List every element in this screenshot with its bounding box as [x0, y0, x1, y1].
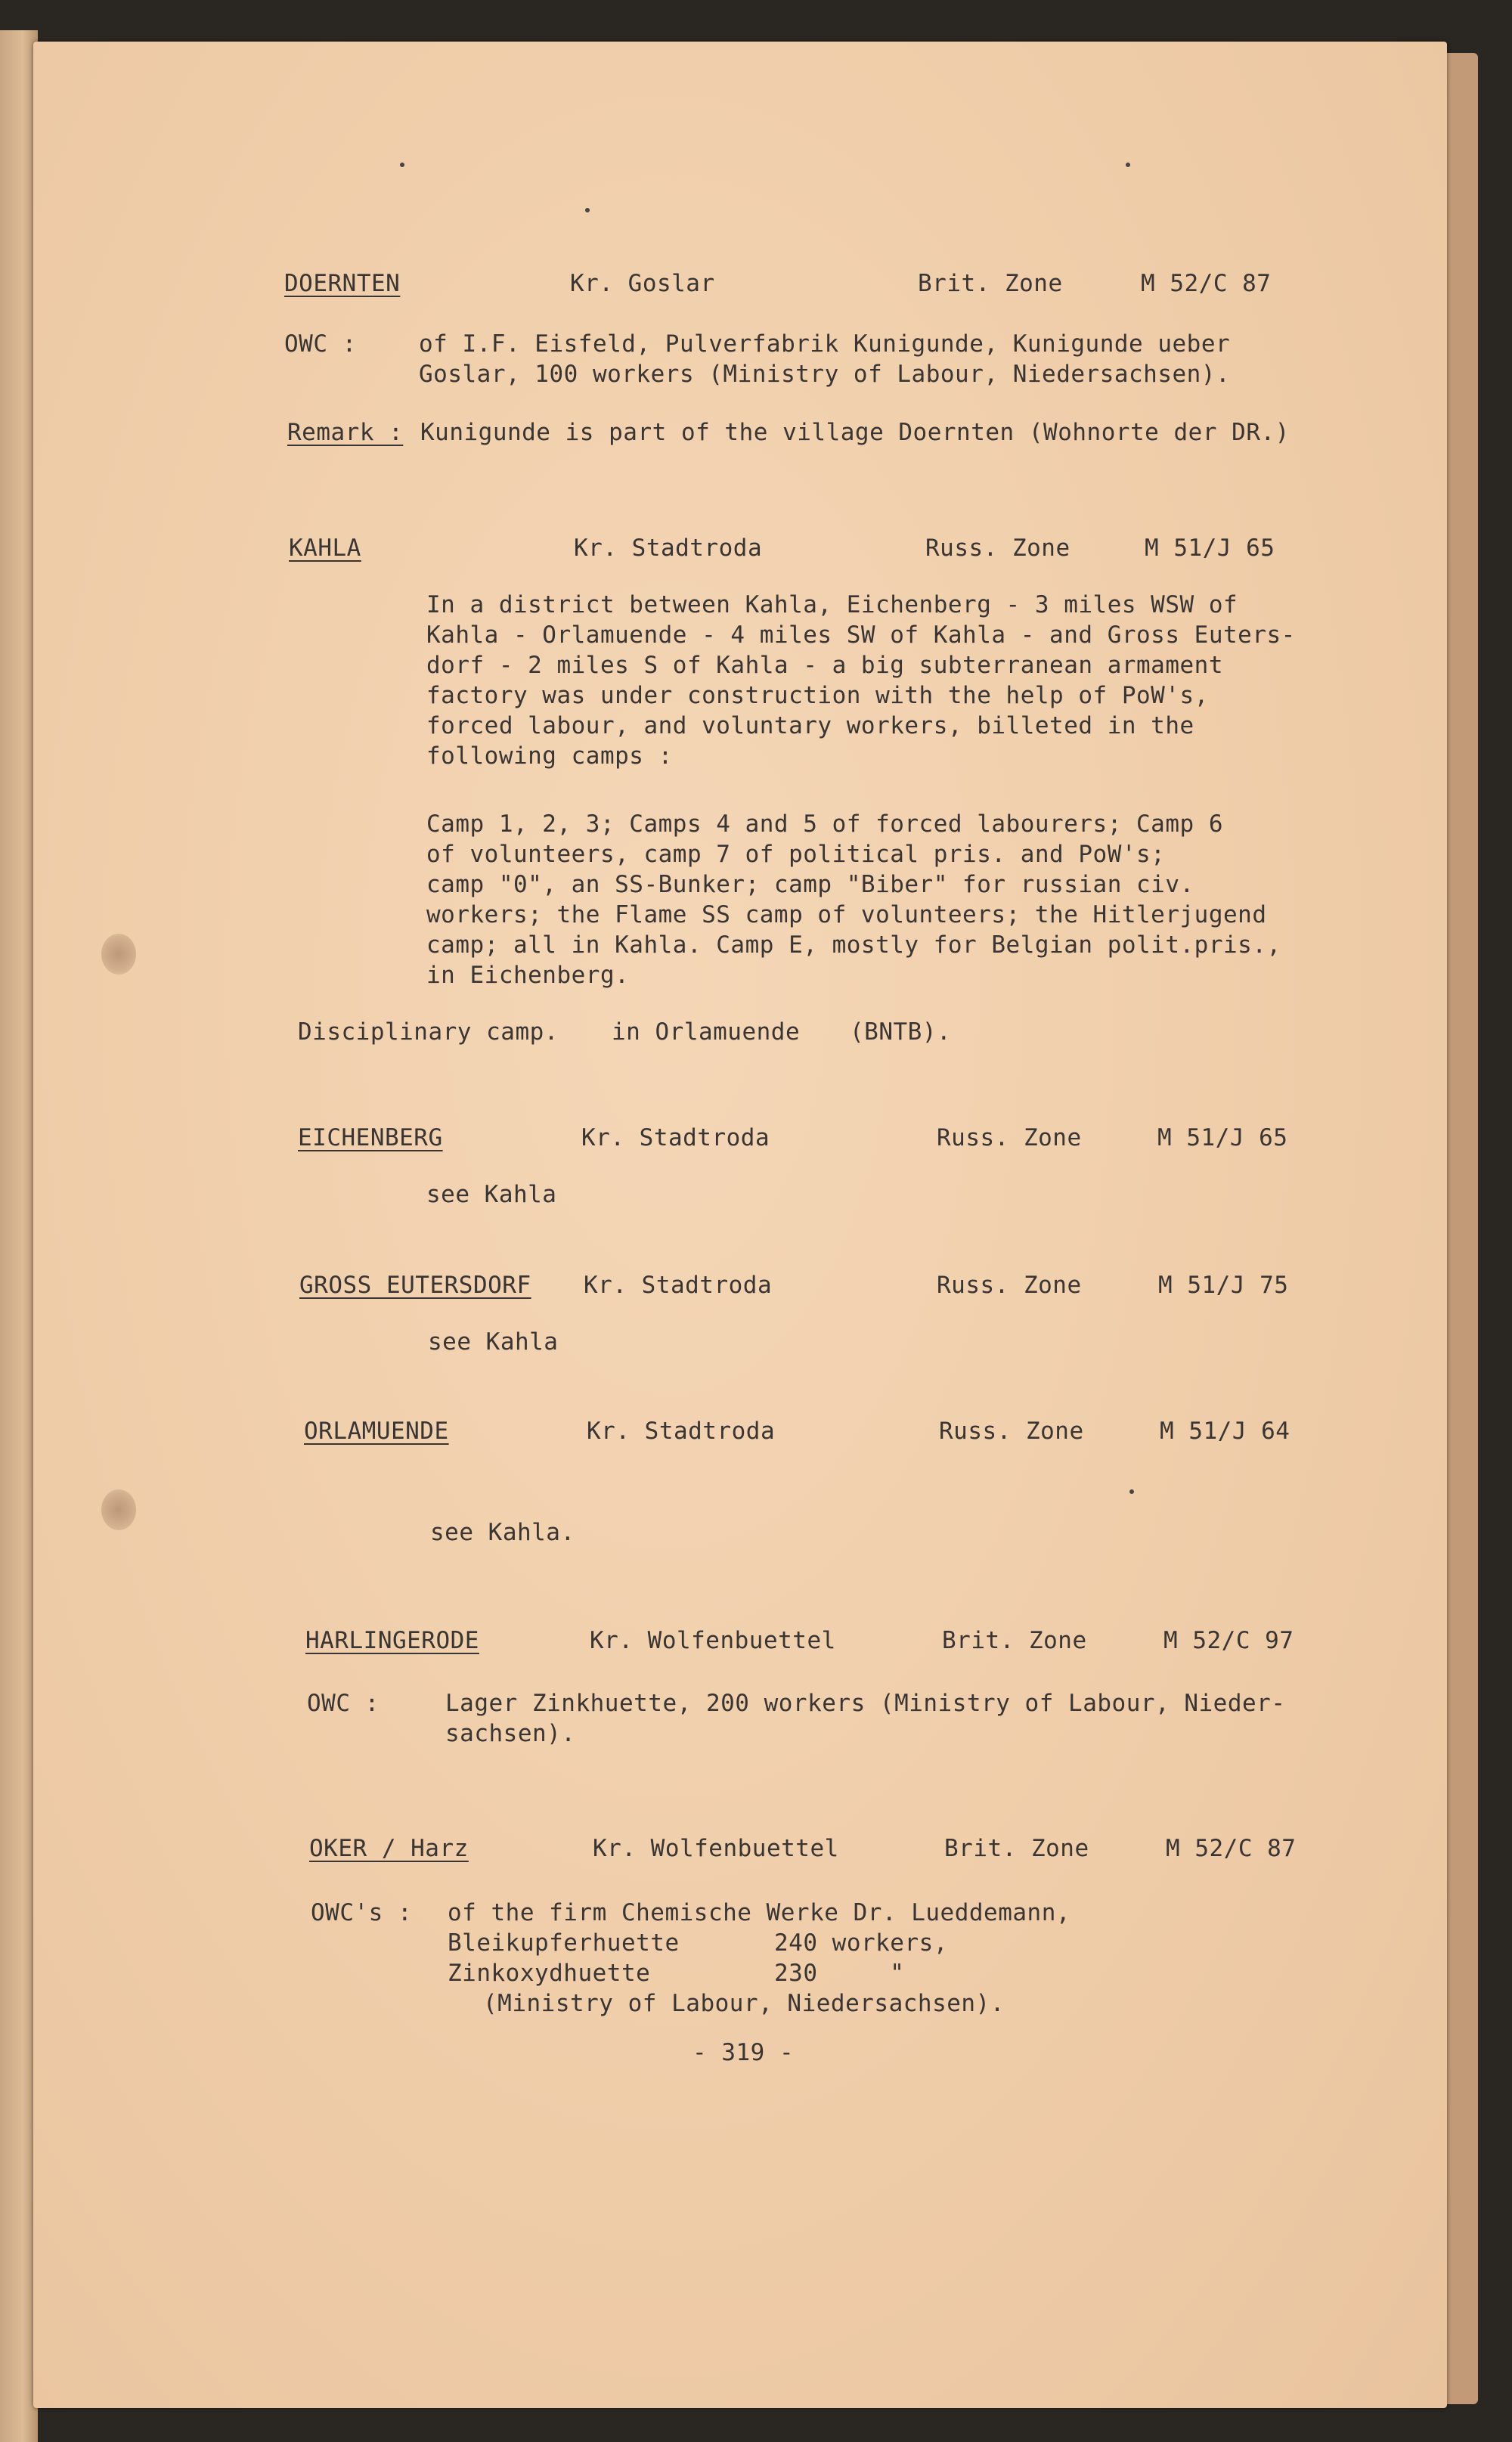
zone: Russ. Zone	[939, 1418, 1084, 1445]
works-name: Bleikupferhuette	[448, 1929, 680, 1957]
map-reference: M 52/C 97	[1163, 1627, 1294, 1654]
see-reference: see Kahla	[428, 1328, 559, 1356]
paragraph-line: camp; all in Kahla. Camp E, mostly for Belgian polit.pris.,	[426, 931, 1281, 959]
works-count: 240 workers,	[774, 1929, 948, 1957]
place-name: EICHENBERG	[298, 1124, 443, 1151]
map-reference: M 52/C 87	[1166, 1835, 1297, 1862]
place-name: HARLINGERODE	[305, 1627, 479, 1654]
owc-line: Goslar, 100 workers (Ministry of Labour, Niedersachsen).	[419, 361, 1231, 388]
owc-label: OWC :	[307, 1690, 380, 1717]
map-reference: M 51/J 65	[1145, 535, 1275, 562]
paragraph-line: dorf - 2 miles S of Kahla - a big subterranean armament	[426, 652, 1223, 679]
see-reference: see Kahla.	[430, 1519, 575, 1546]
paragraph-line: Camp 1, 2, 3; Camps 4 and 5 of forced labourers; Camp 6	[426, 810, 1223, 838]
map-reference: M 51/J 65	[1157, 1124, 1288, 1151]
remark-text: Kunigunde is part of the village Doernten (Wohnorte der DR.)	[420, 419, 1290, 446]
zone: Russ. Zone	[937, 1124, 1082, 1151]
district: Kr. Stadtroda	[584, 1272, 773, 1299]
left-page-edge	[0, 30, 38, 2442]
map-reference: M 52/C 87	[1141, 270, 1272, 297]
see-reference: see Kahla	[426, 1181, 557, 1208]
place-name: DOERNTEN	[284, 270, 401, 297]
document-page	[33, 42, 1447, 2408]
place-name: ORLAMUENDE	[304, 1418, 449, 1445]
owc-source: (Ministry of Labour, Niedersachsen).	[483, 1990, 1005, 2017]
owc-label: OWC's :	[311, 1899, 413, 1926]
zone: Brit. Zone	[942, 1627, 1087, 1654]
map-reference: M 51/J 75	[1158, 1272, 1289, 1299]
district: Kr. Wolfenbuettel	[593, 1835, 839, 1862]
district: Kr. Stadtroda	[574, 535, 763, 562]
page-number: - 319 -	[692, 2039, 795, 2066]
district: Kr. Stadtroda	[581, 1124, 770, 1151]
works-count: 230 "	[774, 1960, 905, 1987]
paragraph-line: factory was under construction with the help of PoW's,	[426, 682, 1209, 709]
owc-intro: of the firm Chemische Werke Dr. Lueddemann,	[448, 1899, 1071, 1926]
paragraph-line: of volunteers, camp 7 of political pris. and PoW's;	[426, 841, 1166, 868]
map-reference: M 51/J 64	[1160, 1418, 1290, 1445]
district: Kr. Goslar	[570, 270, 715, 297]
place-name: KAHLA	[289, 535, 361, 562]
zone: Russ. Zone	[937, 1272, 1082, 1299]
speck	[1129, 1489, 1134, 1494]
paragraph-line: camp "0", an SS-Bunker; camp "Biber" for russian civ.	[426, 871, 1194, 898]
place-name: OKER / Harz	[309, 1835, 469, 1862]
speck	[585, 208, 590, 212]
district: Kr. Wolfenbuettel	[590, 1627, 836, 1654]
place-name: GROSS EUTERSDORF	[299, 1272, 531, 1299]
owc-line: of I.F. Eisfeld, Pulverfabrik Kunigunde, Kunigunde ueber	[419, 330, 1231, 358]
works-name: Zinkoxydhuette	[448, 1960, 651, 1987]
zone: Brit. Zone	[944, 1835, 1089, 1862]
disciplinary-place: in Orlamuende	[612, 1018, 801, 1046]
paragraph-line: In a district between Kahla, Eichenberg - 3 miles WSW of	[426, 591, 1238, 618]
paragraph-line: Kahla - Orlamuende - 4 miles SW of Kahla - and Gross Euters-	[426, 621, 1296, 649]
paragraph-line: following camps :	[426, 742, 673, 770]
punch-hole-top	[101, 934, 136, 975]
speck	[400, 163, 404, 167]
paragraph-line: workers; the Flame SS camp of volunteers; the Hitlerjugend	[426, 901, 1267, 928]
disciplinary-ref: (BNTB).	[850, 1018, 952, 1046]
zone: Russ. Zone	[925, 535, 1070, 562]
district: Kr. Stadtroda	[587, 1418, 776, 1445]
owc-line: sachsen).	[445, 1720, 576, 1747]
punch-hole-bottom	[101, 1489, 136, 1530]
paragraph-line: forced labour, and voluntary workers, billeted in the	[426, 712, 1194, 739]
owc-label: OWC :	[284, 330, 357, 358]
disciplinary-label: Disciplinary camp.	[298, 1018, 559, 1046]
speck	[1126, 163, 1130, 167]
zone: Brit. Zone	[918, 270, 1063, 297]
remark-label: Remark :	[287, 419, 404, 446]
owc-line: Lager Zinkhuette, 200 workers (Ministry of Labour, Nieder-	[445, 1690, 1286, 1717]
paragraph-line: in Eichenberg.	[426, 962, 630, 989]
